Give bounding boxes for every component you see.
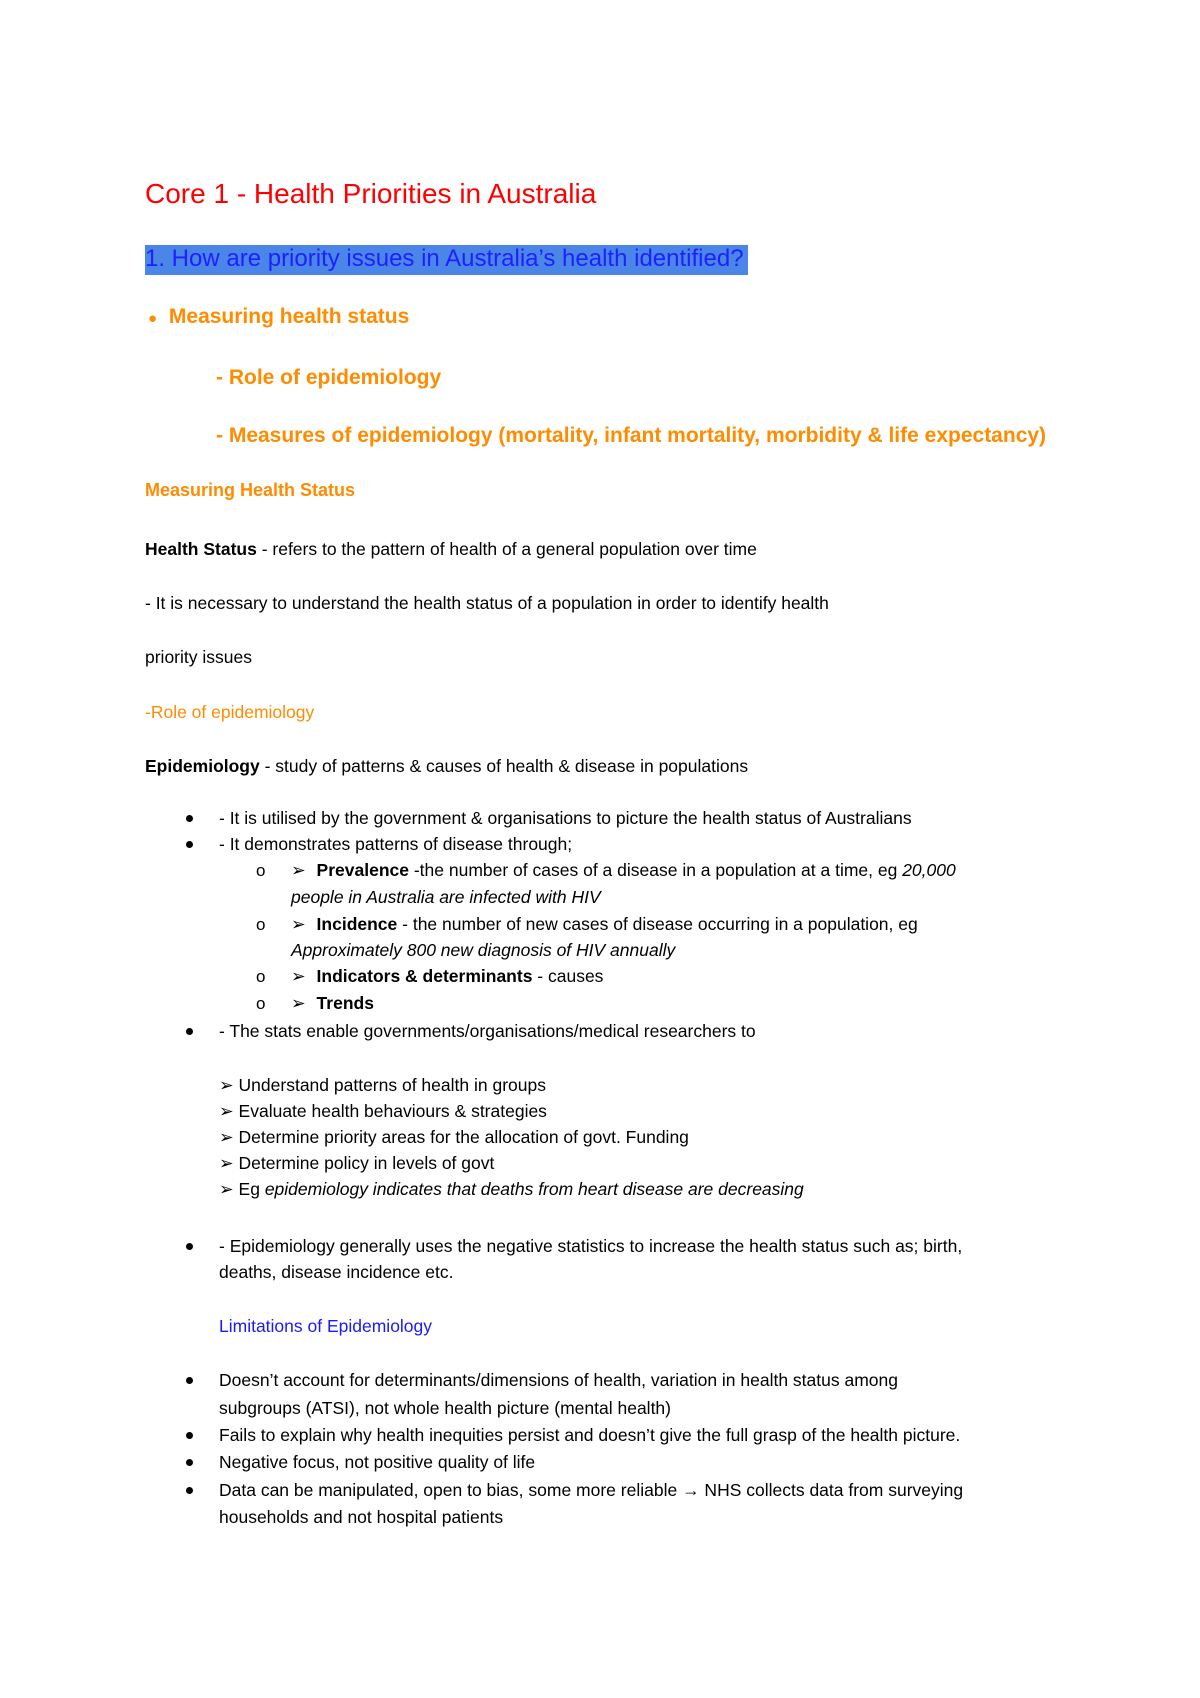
outline-main — [148, 305, 409, 329]
bullet-3: - The stats enable governments/organisations/medical researchers to — [219, 1021, 756, 1041]
prevalence-line — [291, 860, 956, 881]
arrow-icon: ➢ — [219, 1075, 234, 1095]
limitation-1-line-1: Doesn’t account for determinants/dimensions of health, variation in health status among — [219, 1370, 898, 1390]
arrow-item-text: Understand patterns of health in groups — [238, 1075, 546, 1095]
incidence-line — [291, 914, 918, 935]
bullet-icon: ● — [148, 310, 158, 327]
outline-main-text: Measuring health status — [168, 305, 410, 328]
arrow-item-text: Determine policy in levels of govt — [238, 1153, 495, 1173]
prevalence-text: -the number of cases of a disease in a population at a time, eg — [408, 860, 903, 880]
sub-marker: o — [256, 994, 266, 1013]
epi-text: - study of patterns & causes of health & disease in populations — [259, 756, 749, 776]
bullet-dot — [186, 1459, 193, 1466]
arrow-icon: ➢ — [291, 993, 306, 1013]
incidence-term: Incidence — [316, 914, 398, 934]
bullet-dot — [186, 1432, 193, 1439]
outline-sub-2: - Measures of epidemiology (mortality, infant mortality, morbidity & life expectancy) — [216, 424, 1047, 447]
limitation-4-line-2: households and not hospital patients — [219, 1507, 504, 1527]
arrow-icon: ➢ — [291, 860, 306, 880]
limitation-4-text-b: NHS collects data from surveying — [699, 1480, 964, 1500]
note-line-1: - It is necessary to understand the health status of a population in order to identify health — [145, 593, 829, 613]
arrow-icon: ➢ — [219, 1127, 234, 1147]
arrow-item-example — [219, 1179, 804, 1200]
arrow-item — [219, 1101, 547, 1122]
question-heading: 1. How are priority issues in Australia’s health identified? — [145, 245, 748, 275]
bullet-dot — [186, 1243, 193, 1250]
prevalence-example-b: people in Australia are infected with HIV — [291, 887, 601, 907]
arrow-icon: ➢ — [219, 1179, 234, 1199]
bullet-1: - It is utilised by the government & organisations to picture the health status of Australians — [219, 808, 912, 828]
bullet-4-line-1: - Epidemiology generally uses the negative statistics to increase the health status such as; birth, — [219, 1236, 963, 1256]
sub-marker: o — [256, 967, 266, 986]
limitation-3: Negative focus, not positive quality of life — [219, 1452, 536, 1472]
limitation-4-line-1 — [219, 1480, 963, 1501]
arrow-item — [219, 1127, 689, 1148]
limitation-4-text-a: Data can be manipulated, open to bias, some more reliable — [219, 1480, 683, 1500]
role-heading: -Role of epidemiology — [145, 702, 315, 722]
arrow-item — [219, 1075, 546, 1096]
trends-term: Trends — [316, 993, 374, 1013]
limitation-2: Fails to explain why health inequities persist and doesn’t give the full grasp of the health picture. — [219, 1425, 961, 1445]
indicators-term: Indicators & determinants — [316, 966, 533, 986]
eg-label: Eg — [238, 1179, 265, 1199]
arrow-item-text: Evaluate health behaviours & strategies — [238, 1101, 547, 1121]
epi-term: Epidemiology — [145, 756, 260, 776]
arrow-icon: ➢ — [291, 966, 306, 986]
right-arrow-icon: → — [682, 1480, 700, 1500]
arrow-item — [219, 1153, 494, 1174]
definition-text: - refers to the pattern of health of a general population over time — [256, 539, 757, 559]
bullet-dot — [186, 841, 193, 848]
health-status-definition — [145, 539, 757, 560]
limitation-1-line-2: subgroups (ATSI), not whole health picture (mental health) — [219, 1398, 671, 1418]
bullet-dot — [186, 815, 193, 822]
bullet-dot — [186, 1028, 193, 1035]
note-line-2: priority issues — [145, 647, 252, 667]
incidence-text: - the number of new cases of disease occurring in a population, eg — [397, 914, 918, 934]
eg-text: epidemiology indicates that deaths from heart disease are decreasing — [264, 1179, 804, 1199]
arrow-icon: ➢ — [219, 1153, 234, 1173]
section-heading: Measuring Health Status — [145, 480, 356, 500]
bullet-dot — [186, 1487, 193, 1494]
incidence-example: Approximately 800 new diagnosis of HIV annually — [291, 940, 676, 960]
limitations-heading: Limitations of Epidemiology — [219, 1316, 433, 1336]
arrow-icon: ➢ — [219, 1101, 234, 1121]
epidemiology-definition — [145, 756, 748, 777]
indicators-text: - causes — [532, 966, 604, 986]
outline-sub-1: - Role of epidemiology — [216, 366, 442, 389]
bullet-2: - It demonstrates patterns of disease through; — [219, 834, 573, 854]
sub-marker: o — [256, 915, 266, 934]
arrow-item-text: Determine priority areas for the allocation of govt. Funding — [238, 1127, 689, 1147]
sub-marker: o — [256, 861, 266, 880]
prevalence-term: Prevalence — [316, 860, 409, 880]
definition-term: Health Status — [145, 539, 257, 559]
document-title: Core 1 - Health Priorities in Australia — [145, 178, 597, 209]
trends-line — [291, 993, 374, 1014]
bullet-dot — [186, 1377, 193, 1384]
indicators-line — [291, 966, 603, 987]
bullet-4-line-2: deaths, disease incidence etc. — [219, 1262, 454, 1282]
prevalence-example-a: 20,000 — [902, 860, 956, 880]
arrow-icon: ➢ — [291, 914, 306, 934]
